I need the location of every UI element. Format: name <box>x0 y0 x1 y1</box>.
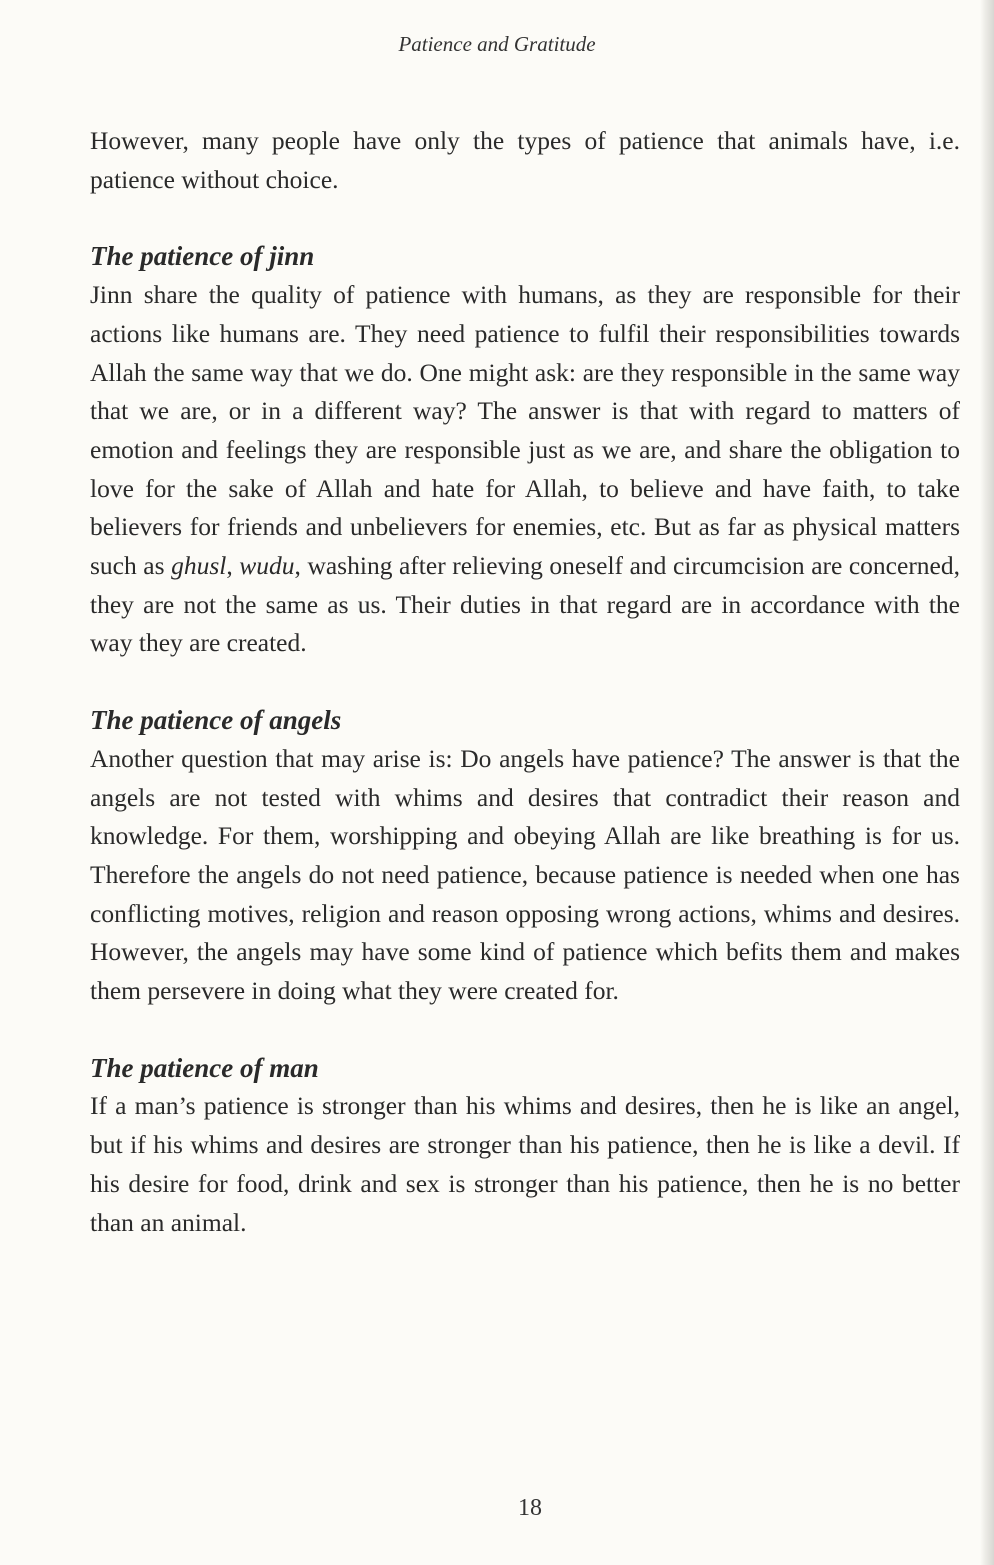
section-heading-angels: The patience of angels <box>90 705 342 736</box>
section-paragraph-man: If a man’s patience is stronger than his whims and desires, then he is like an angel, but if his whims and desires are stronger than his patience, then he is like a devil. If his desire for food, drink and sex is stronger than his patience, then he is no better than an animal. <box>90 1091 960 1237</box>
term-ghusl: ghusl <box>171 551 227 581</box>
section-heading-jinn: The patience of jinn <box>90 241 315 272</box>
page-number: 18 <box>518 1495 542 1521</box>
section-paragraph-jinn <box>90 276 960 663</box>
section-heading-man: The patience of man <box>90 1052 319 1083</box>
term-wudu: wudu <box>239 551 295 581</box>
section-paragraph-angels: Another question that may arise is: Do angels have patience? The answer is that the angels are not tested with whims and desires that contradict their reason and knowledge. For them, worshipping and obeying Allah are like breathing is for us. Therefore the angels do not need patience, because patience is needed when one has conflicting motives, religion and reason opposing wrong actions, whims and desires. However, the angels may have some kind of patience which befits them and makes them persevere in doing what they were created for. <box>90 743 960 1006</box>
running-title: Patience and Gratitude <box>398 32 596 56</box>
term-separator: , <box>226 551 240 581</box>
jinn-text-part1: Jinn share the quality of patience with humans, as they are responsible for their actions like humans are. They need patience to fulfil their responsibilities towards Allah the same way that we do. One might ask: are they responsible in the same way that we are, or in a different way? The answer is that with regard to matters of emotion and feelings they are responsible just as we are, and share the obligation to love for the sake of Allah and hate for Allah, to believe and have faith, to take believers for friends and unbelievers for enemies, etc. But as far as physical matters such as <box>90 280 960 581</box>
page-body <box>90 122 960 1242</box>
intro-paragraph: However, many people have only the types of patience that animals have, i.e. patience without choice. <box>90 126 960 194</box>
jinn-text-part2: , washing after relieving oneself and circumcision are concerned, they are not the same as us. Their duties in that regard are in accordance with the way they are created. <box>90 551 961 658</box>
page-edge-shadow <box>980 0 994 1565</box>
